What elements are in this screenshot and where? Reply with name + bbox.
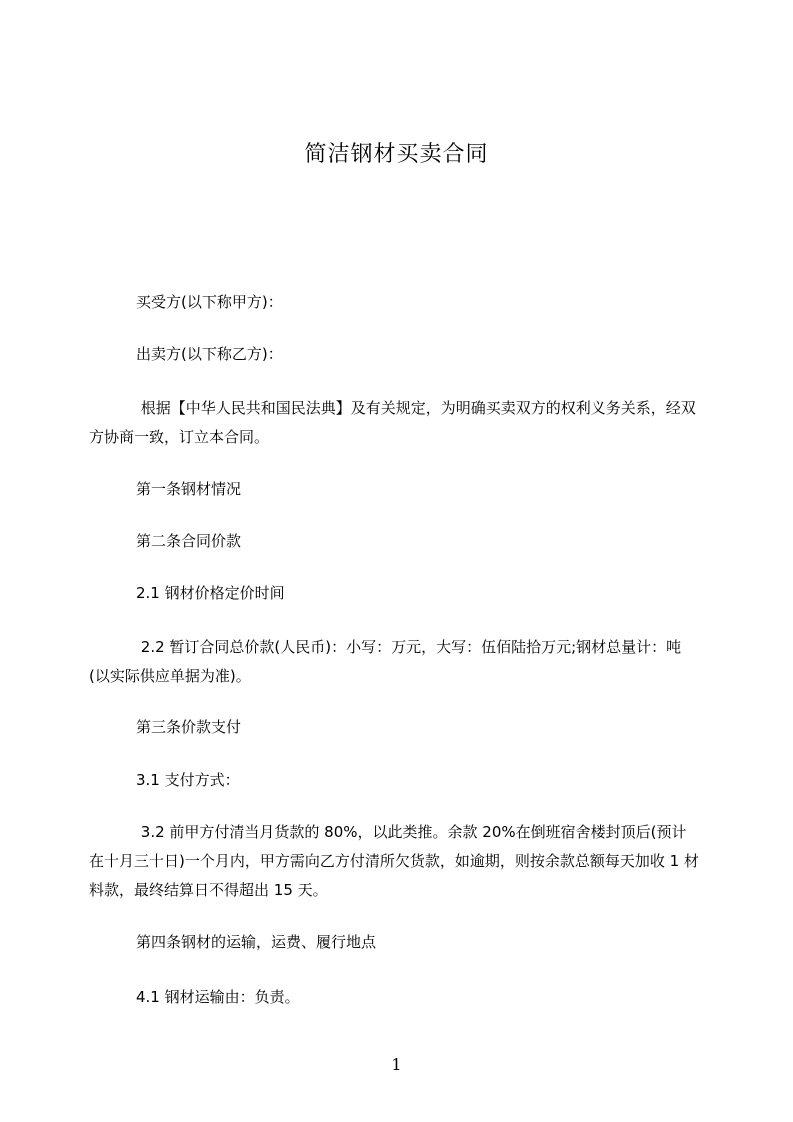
article-2-heading: 第二条合同价款 [136, 532, 242, 550]
clause-3-2: 3.2 前甲方付清当月货款的 80%，以此类推。余款 20%在倒班宿舍楼封顶后(预计 在十月三十日)一个月内，甲方需向乙方付清所欠货款，如逾期，则按余款总额每天加收 1 材料款，最终结算日不得超出 15 天。 [89, 823, 699, 899]
article-4-heading: 第四条钢材的运输，运费、履行地点 [136, 933, 377, 951]
clause-2-1: 2.1 钢材价格定价时间 [136, 584, 285, 602]
seller-line: 出卖方(以下称乙方)： [136, 345, 283, 363]
document-title: 简洁钢材买卖合同 [304, 142, 489, 167]
clause-2-2: 2.2 暂订合同总价款(人民币)：小写：万元，大写：伍佰陆拾万元;钢材总量计：吨(以实际供应单据为准)。 [89, 638, 682, 685]
page-number: 1 [391, 1055, 402, 1074]
buyer-line: 买受方(以下称甲方)： [136, 293, 283, 311]
article-3-heading: 第三条价款支付 [136, 718, 242, 736]
clause-3-1: 3.1 支付方式： [136, 771, 240, 789]
preamble-paragraph: 根据【中华人民共和国民法典】及有关规定，为明确买卖双方的权利义务关系，经双方协商一致，订立本合同。 [89, 399, 696, 446]
clause-4-1: 4.1 钢材运输由：负责。 [136, 988, 300, 1006]
article-1-heading: 第一条钢材情况 [136, 480, 242, 498]
